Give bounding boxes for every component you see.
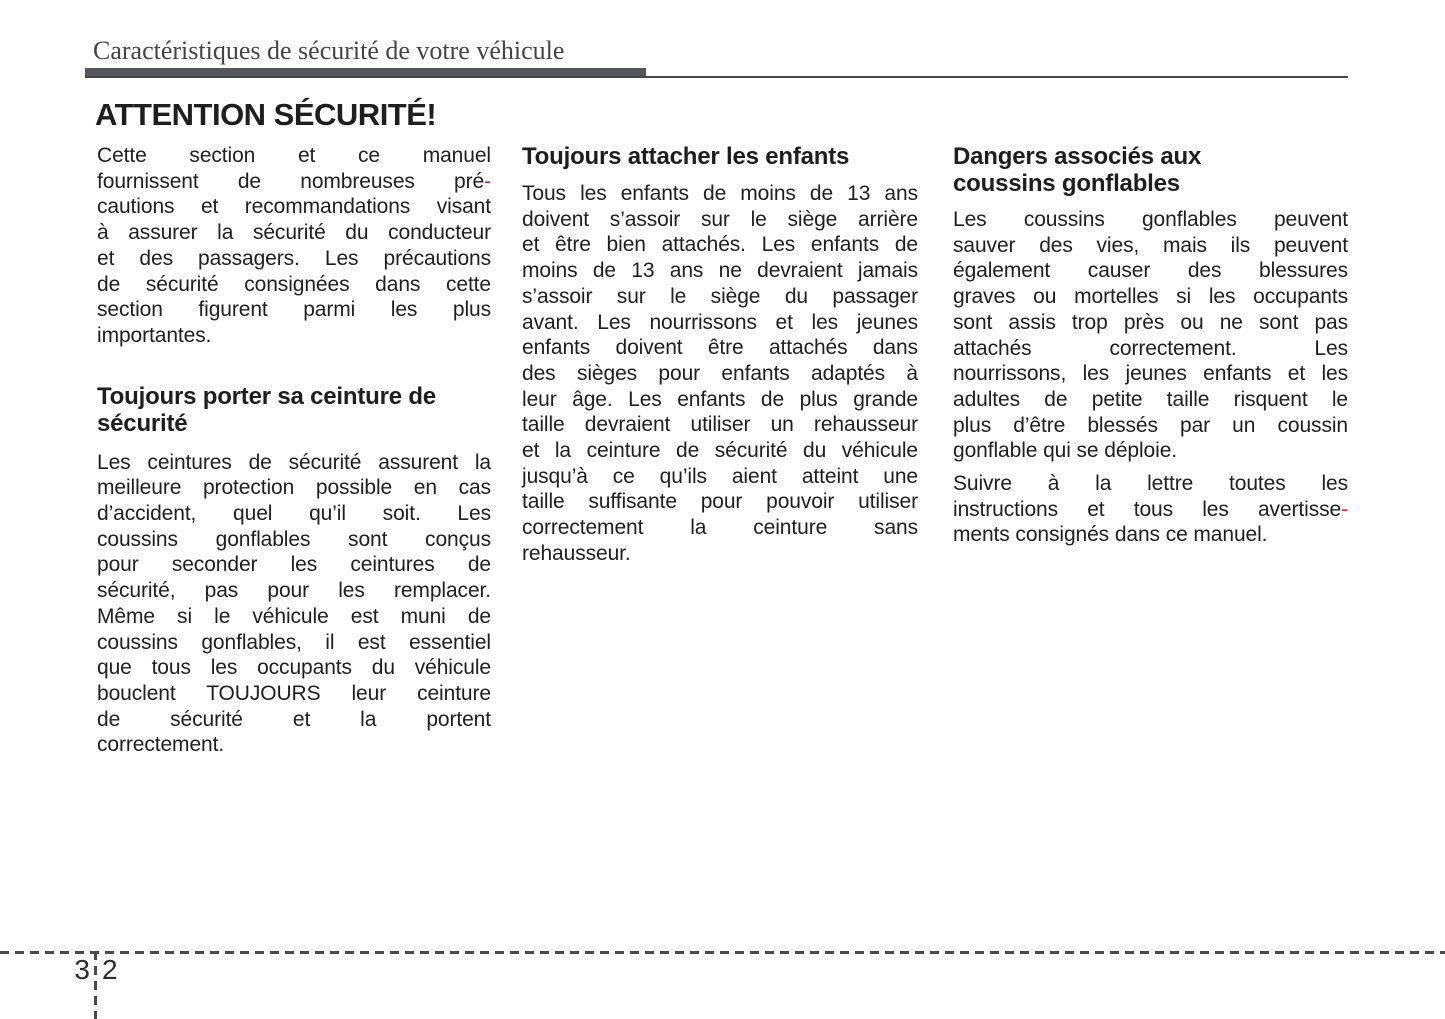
text-line: Même si le véhicule est muni de [97, 604, 491, 628]
text-line: correctement la ceinture sans [522, 516, 918, 540]
text-line: sauver des vies, mais ils peuvent [953, 233, 1348, 257]
text-line: instructions et tous les avertisse- [953, 497, 1348, 521]
text-line: Toujours porter sa ceinture de [97, 382, 436, 410]
text-line: Dangers associés aux [953, 143, 1202, 170]
text-line: importantes. [97, 323, 212, 347]
text-line: des sièges pour enfants adaptés à [522, 361, 918, 385]
text-line: et être bien attachés. Les enfants de [522, 233, 918, 257]
text-line: sécurité [97, 409, 188, 437]
text-line: attachés correctement. Les [953, 336, 1348, 360]
text-line: avant. Les nourrissons et les jeunes [522, 310, 918, 334]
paragraph-airbag-danger [953, 207, 1348, 464]
page-number-section: 3 [74, 954, 90, 985]
chapter-title: Caractéristiques de sécurité de votre véhicule [93, 36, 565, 65]
text-line: sont assis trop près ou ne sont pas [953, 310, 1348, 334]
hyphenation-mark: - [1341, 497, 1348, 521]
text-line: enfants doivent être attachés dans [522, 336, 918, 360]
text-line: coussins gonflables [953, 170, 1180, 197]
text-line: de sécurité consignées dans cette [97, 272, 491, 296]
paragraph-children [522, 181, 918, 567]
text-line: meilleure protection possible en cas [97, 476, 491, 500]
column-right [953, 143, 1348, 548]
text-line: nourrissons, les jeunes enfants et les [953, 362, 1348, 386]
header-rule [85, 76, 1348, 78]
text-line: de sécurité et la portent [97, 707, 491, 731]
paragraph-intro [97, 143, 491, 349]
text-line: taille suffisante pour pouvoir utiliser [522, 490, 918, 514]
section-heading-seatbelt [97, 383, 491, 437]
text-line: pour seconder les ceintures de [97, 553, 491, 577]
column-left [97, 143, 491, 758]
text-line: d’accident, quel qu’il soit. Les [97, 502, 491, 526]
text-line: ments consignés dans ce manuel. [953, 523, 1268, 547]
paragraph-seatbelt [97, 450, 491, 758]
text-line: correctement. [97, 733, 225, 757]
text-line: coussins gonflables, il est essentiel [97, 630, 491, 654]
text-line: Les ceintures de sécurité assurent la [97, 450, 491, 474]
page-main-heading: ATTENTION SÉCURITÉ! [95, 97, 437, 132]
text-line: s’assoir sur le siège du passager [522, 284, 918, 308]
text-line: cautions et recommandations visant [97, 195, 491, 219]
text-line: leur âge. Les enfants de plus grande [522, 387, 918, 411]
text-line: Cette section et ce manuel [97, 144, 491, 167]
section-heading-children [522, 143, 918, 170]
paragraph-follow-instructions [953, 471, 1348, 548]
text-line: et des passagers. Les précautions [97, 246, 491, 270]
text-line: taille devraient utiliser un rehausseur [522, 413, 918, 437]
text-line: Tous les enfants de moins de 13 ans [522, 182, 918, 205]
text-line: adultes de petite taille risquent le [953, 387, 1348, 411]
text-line: gonflable qui se déploie. [953, 439, 1178, 463]
page-number-page: 2 [102, 954, 118, 985]
hyphenation-mark: - [484, 169, 491, 193]
text-line: section figurent parmi les plus [97, 298, 491, 322]
footer-page-divider [94, 951, 97, 1019]
text-line: à assurer la sécurité du conducteur [97, 221, 491, 245]
text-line: Les coussins gonflables peuvent [953, 208, 1348, 231]
text-line: doivent s’assoir sur le siège arrière [522, 207, 918, 231]
text-line: jusqu’à ce qu’ils aient atteint une [522, 464, 918, 488]
text-line: Suivre à la lettre toutes les [953, 472, 1348, 496]
text-line: fournissent de nombreuses pré- [97, 169, 491, 193]
text-line: également causer des blessures [953, 259, 1348, 283]
text-line: sécurité, pas pour les remplacer. [97, 579, 491, 603]
text-line: Toujours attacher les enfants [522, 143, 850, 170]
text-line: moins de 13 ans ne devraient jamais [522, 259, 918, 283]
text-line: coussins gonflables sont conçus [97, 527, 491, 551]
column-middle [522, 143, 918, 567]
text-line: plus d’être blessés par un coussin [953, 413, 1348, 437]
text-line: rehausseur. [522, 541, 631, 565]
text-line: graves ou mortelles si les occupants [953, 285, 1348, 309]
section-heading-airbags [953, 143, 1348, 197]
text-line: et la ceinture de sécurité du véhicule [522, 439, 918, 463]
text-line: que tous les occupants du véhicule [97, 656, 491, 680]
text-line: bouclent TOUJOURS leur ceinture [97, 681, 491, 705]
footer-divider [0, 951, 1445, 954]
